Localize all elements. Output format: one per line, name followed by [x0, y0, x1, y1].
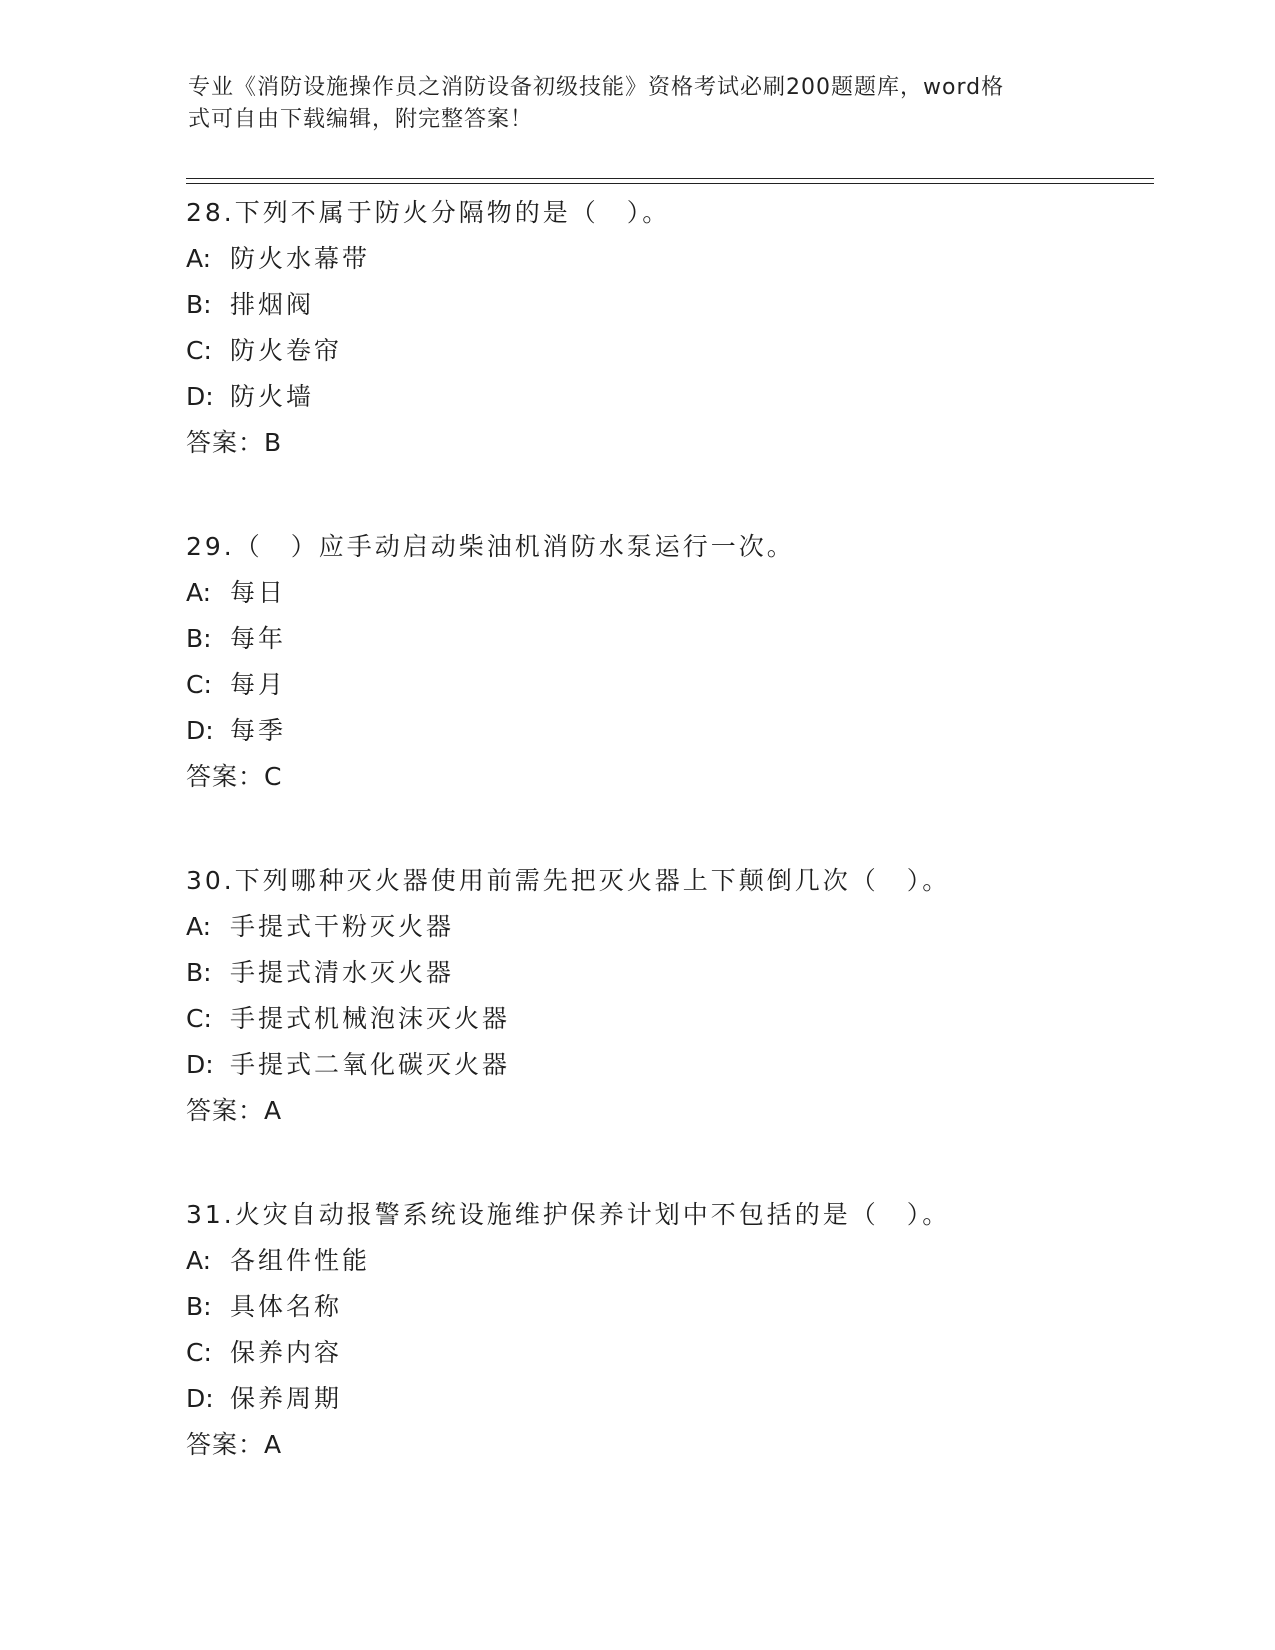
option-text: 保养周期 — [230, 1384, 343, 1413]
answer-value: C — [264, 762, 283, 791]
answer-line — [186, 420, 1154, 466]
document-header — [188, 72, 1078, 136]
option-letter: A: — [186, 1246, 212, 1275]
option-c — [186, 328, 1154, 374]
question-item — [186, 524, 1154, 800]
option-c — [186, 662, 1154, 708]
answer-label: 答案： — [186, 762, 265, 791]
answer-line — [186, 1088, 1154, 1134]
option-d — [186, 374, 1154, 420]
option-d — [186, 708, 1154, 754]
option-text: 防火墙 — [230, 382, 315, 411]
question-stem: 29.（ ）应手动启动柴油机消防水泵运行一次。 — [186, 532, 795, 561]
answer-line — [186, 1422, 1154, 1468]
option-d — [186, 1376, 1154, 1422]
option-b — [186, 1284, 1154, 1330]
option-letter: C: — [186, 336, 212, 365]
option-b — [186, 950, 1154, 996]
answer-label: 答案： — [186, 428, 265, 457]
option-letter: A: — [186, 578, 212, 607]
answer-label: 答案： — [186, 1096, 265, 1125]
question-stem: 31.火灾自动报警系统设施维护保养计划中不包括的是（ ）。 — [186, 1200, 951, 1229]
option-text: 保养内容 — [230, 1338, 343, 1367]
answer-value: B — [264, 428, 283, 457]
option-text: 手提式二氧化碳灭火器 — [230, 1050, 511, 1079]
option-a — [186, 1238, 1154, 1284]
option-letter: A: — [186, 912, 212, 941]
option-letter: C: — [186, 1338, 212, 1367]
option-letter: D: — [186, 1384, 214, 1413]
option-b — [186, 282, 1154, 328]
option-letter: D: — [186, 382, 214, 411]
question-stem: 30.下列哪种灭火器使用前需先把灭火器上下颠倒几次（ ）。 — [186, 866, 951, 895]
option-text: 具体名称 — [230, 1292, 343, 1321]
header-divider-bottom — [186, 183, 1154, 184]
option-letter: C: — [186, 1004, 212, 1033]
answer-value: A — [264, 1096, 283, 1125]
answer-label: 答案： — [186, 1430, 265, 1459]
option-a — [186, 904, 1154, 950]
question-item — [186, 190, 1154, 466]
question-stem: 28.下列不属于防火分隔物的是（ ）。 — [186, 198, 671, 227]
option-d — [186, 1042, 1154, 1088]
header-line-2: 式可自由下载编辑，附完整答案！ — [188, 107, 534, 132]
option-b — [186, 616, 1154, 662]
question-item — [186, 858, 1154, 1134]
answer-value: A — [264, 1430, 283, 1459]
option-text: 每日 — [230, 578, 287, 607]
option-text: 手提式干粉灭火器 — [230, 912, 455, 941]
option-text: 每季 — [230, 716, 287, 745]
option-letter: D: — [186, 1050, 214, 1079]
header-divider-top — [186, 178, 1154, 179]
option-letter: B: — [186, 958, 212, 987]
option-text: 排烟阀 — [230, 290, 315, 319]
option-text: 防火水幕带 — [230, 244, 371, 273]
option-text: 手提式清水灭火器 — [230, 958, 455, 987]
option-a — [186, 236, 1154, 282]
option-letter: A: — [186, 244, 212, 273]
option-a — [186, 570, 1154, 616]
option-text: 每月 — [230, 670, 287, 699]
option-text: 防火卷帘 — [230, 336, 343, 365]
answer-line — [186, 754, 1154, 800]
option-letter: B: — [186, 290, 212, 319]
option-letter: B: — [186, 624, 212, 653]
option-letter: B: — [186, 1292, 212, 1321]
question-item — [186, 1192, 1154, 1468]
option-text: 手提式机械泡沫灭火器 — [230, 1004, 511, 1033]
option-c — [186, 1330, 1154, 1376]
option-c — [186, 996, 1154, 1042]
option-text: 各组件性能 — [230, 1246, 371, 1275]
question-list — [186, 190, 1154, 1526]
option-letter: C: — [186, 670, 212, 699]
option-letter: D: — [186, 716, 214, 745]
header-line-1: 专业《消防设施操作员之消防设备初级技能》资格考试必刷200题题库，word格 — [188, 75, 1005, 100]
option-text: 每年 — [230, 624, 287, 653]
